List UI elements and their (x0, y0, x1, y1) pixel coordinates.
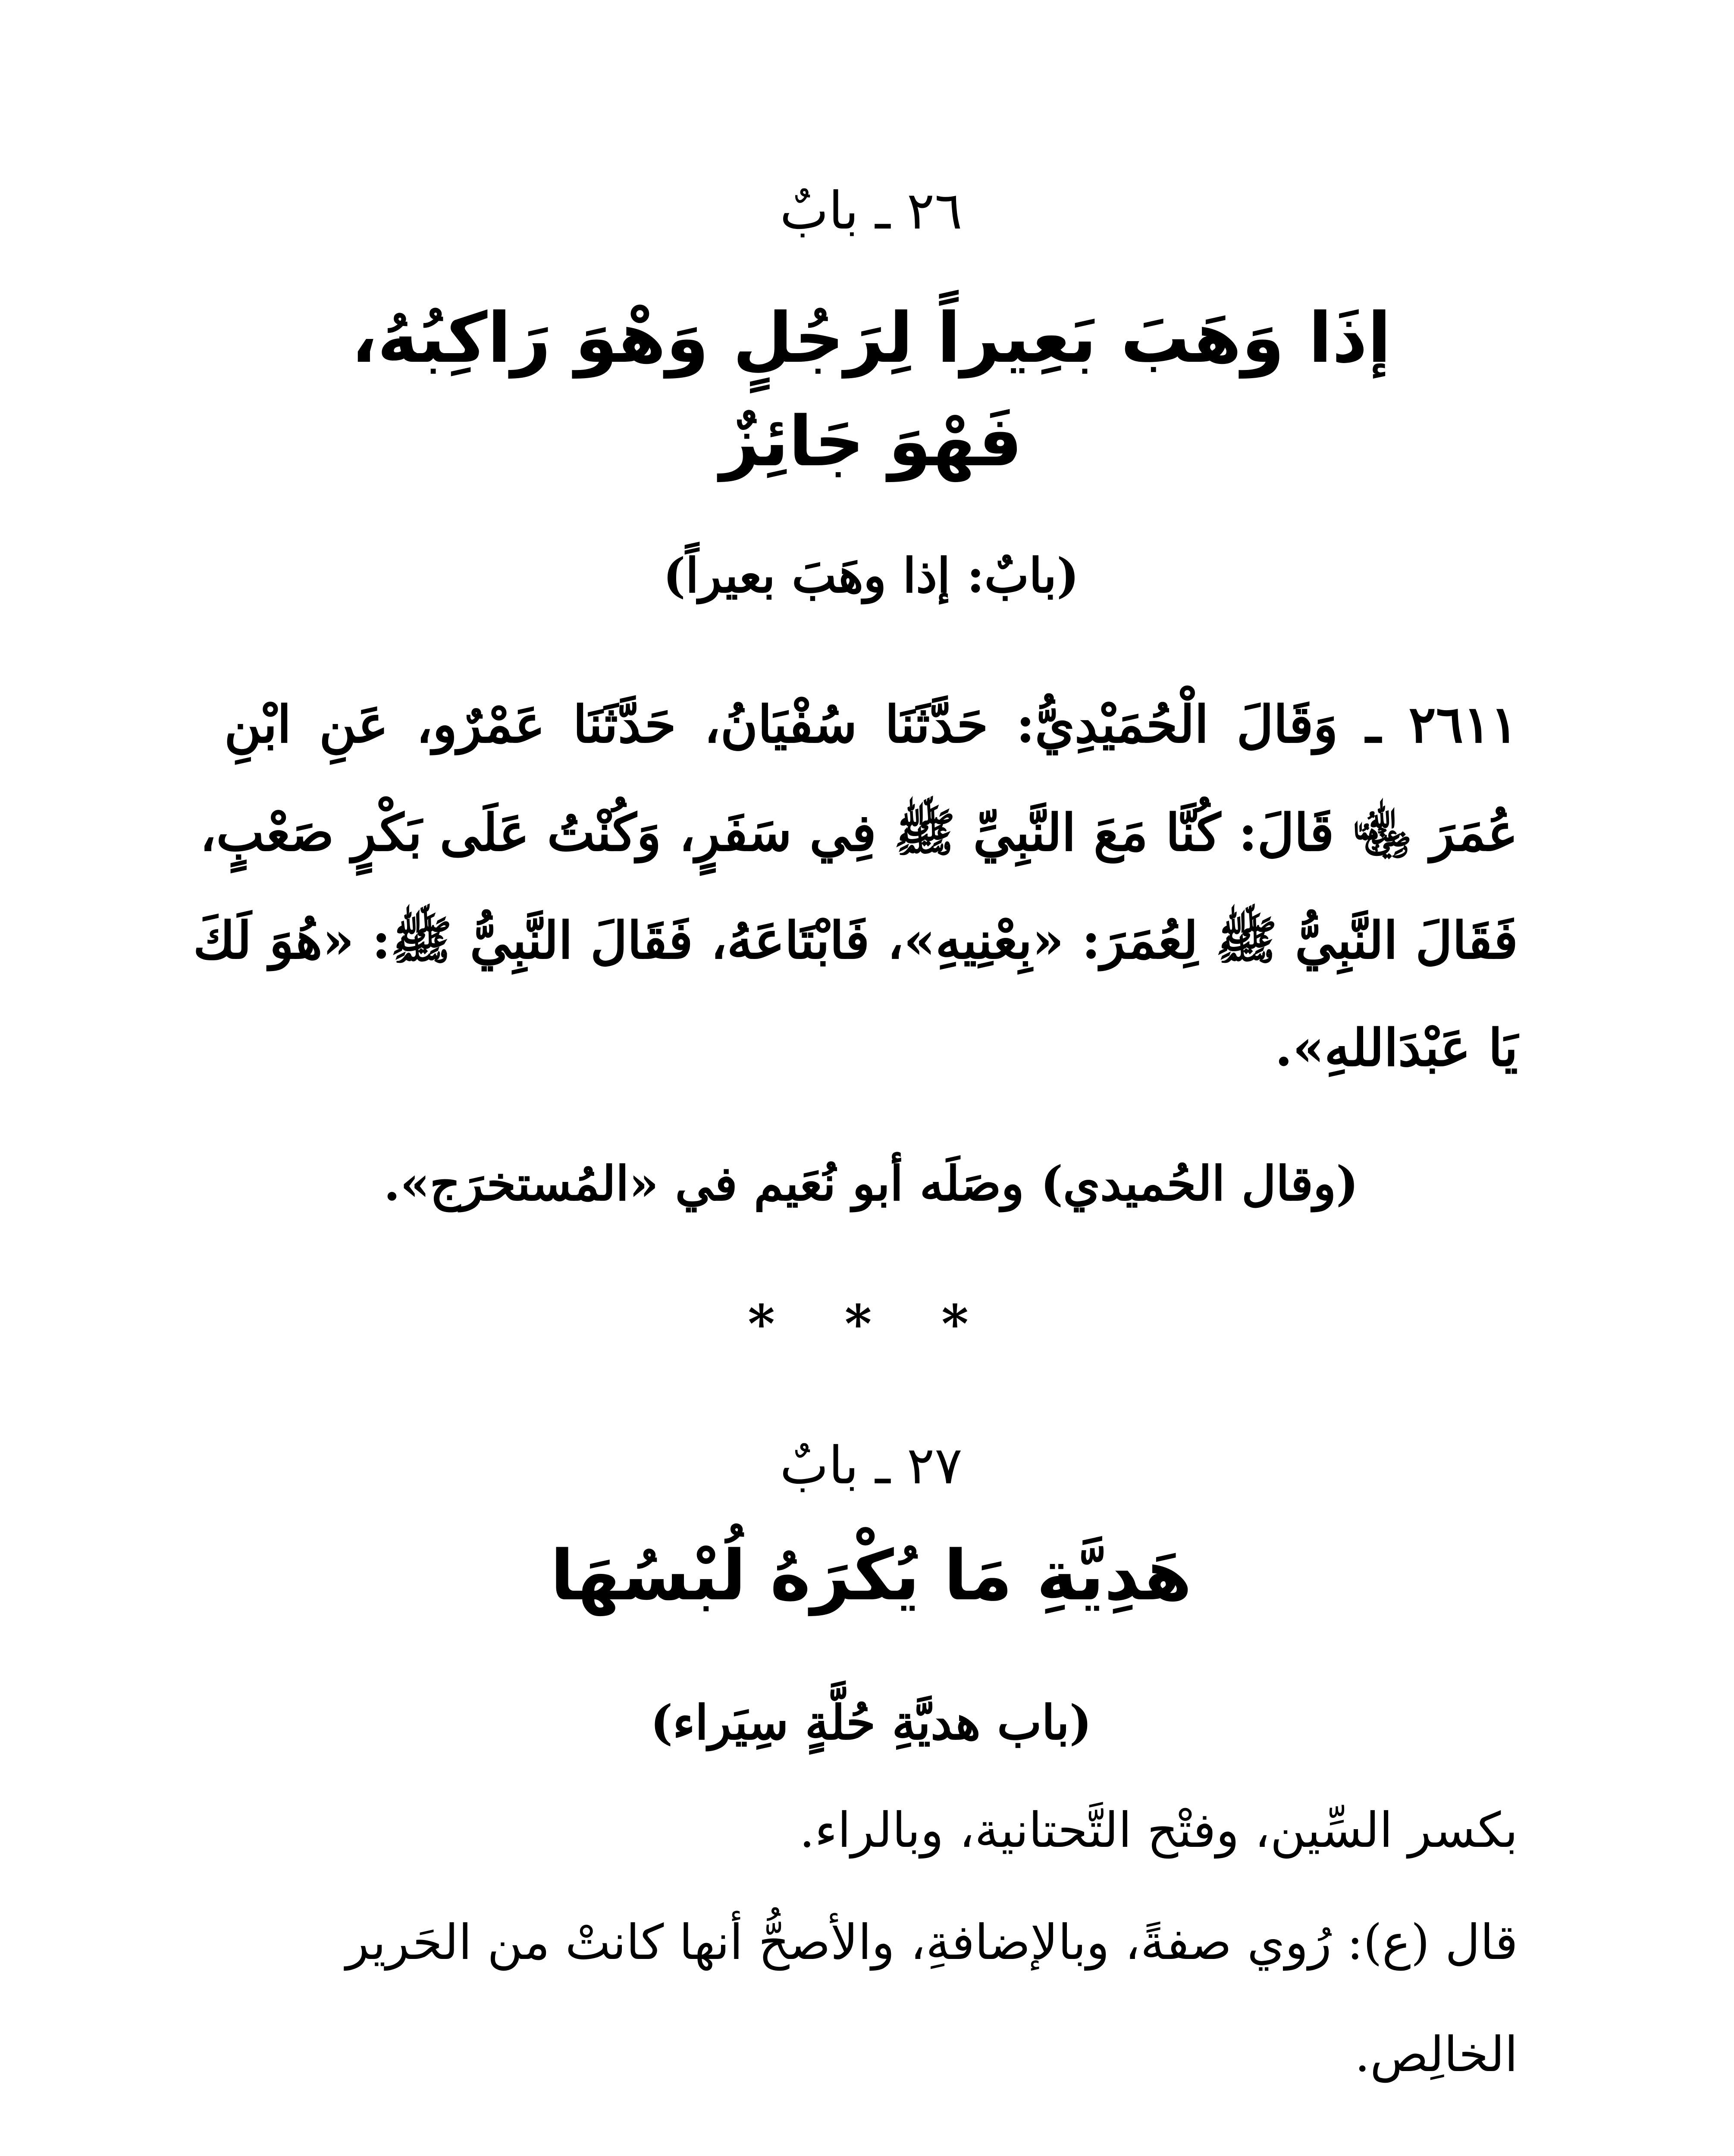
separator-stars-1: * * * (748, 1294, 994, 1354)
section-27-line-3: الخالِص. (1355, 2027, 1518, 2083)
hadith-line-2: عُمَرَ ﵄ قَالَ: كُنَّا مَعَ النَّبِيِّ ﷺ فِي سَفَرٍ، وَكُنْتُ عَلَى بَكْرٍ صَعْبٍ، (200, 802, 1518, 862)
section-26-title-line-1: إذَا وَهَبَ بَعِيراً لِرَجُلٍ وَهْوَ رَاكِبُهُ، (351, 298, 1391, 378)
hadith-line-4: يَا عَبْدَاللهِ». (1275, 1018, 1518, 1078)
section-26-number: ٢٦ ـ بابٌ (780, 181, 963, 241)
section-26-title-line-2: فَهْوَ جَائِزٌ (720, 401, 1022, 482)
section-27-commentary-heading: (باب هديَّةِ حُلَّةٍ سِيَراء) (650, 1695, 1092, 1750)
hadith-line-1: ٢٦١١ ـ وَقَالَ الْحُمَيْدِيُّ: حَدَّثَنَا سُفْيَانُ، حَدَّثَنَا عَمْرٌو، عَنِ ابْنِ (224, 694, 1518, 754)
section-27-line-1: بكسر السِّين، وفتْح التَّحتانية، وبالراء. (799, 1802, 1518, 1858)
section-27-number: ٢٧ ـ بابٌ (780, 1436, 963, 1496)
section-26-commentary-heading: (بابٌ: إذا وهَبَ بعيراً) (663, 548, 1079, 603)
section-26-note: (وقال الحُميدي) وصَلَه أبو نُعَيم في «المُستخرَج». (383, 1156, 1359, 1211)
section-27-line-2: قال (ع): رُوي صفةً، وبالإضافةِ، والأصحُّ أنها كانتْ من الحَرير (345, 1915, 1518, 1971)
section-27-title: هَدِيَّةِ مَا يُكْرَهُ لُبْسُهَا (550, 1535, 1192, 1616)
hadith-line-3: فَقَالَ النَّبِيُّ ﷺ لِعُمَرَ: «بِعْنِيهِ»، فَابْتَاعَهُ، فَقَالَ النَّبِيُّ ﷺ: «هُوَ لَكَ (193, 910, 1518, 970)
